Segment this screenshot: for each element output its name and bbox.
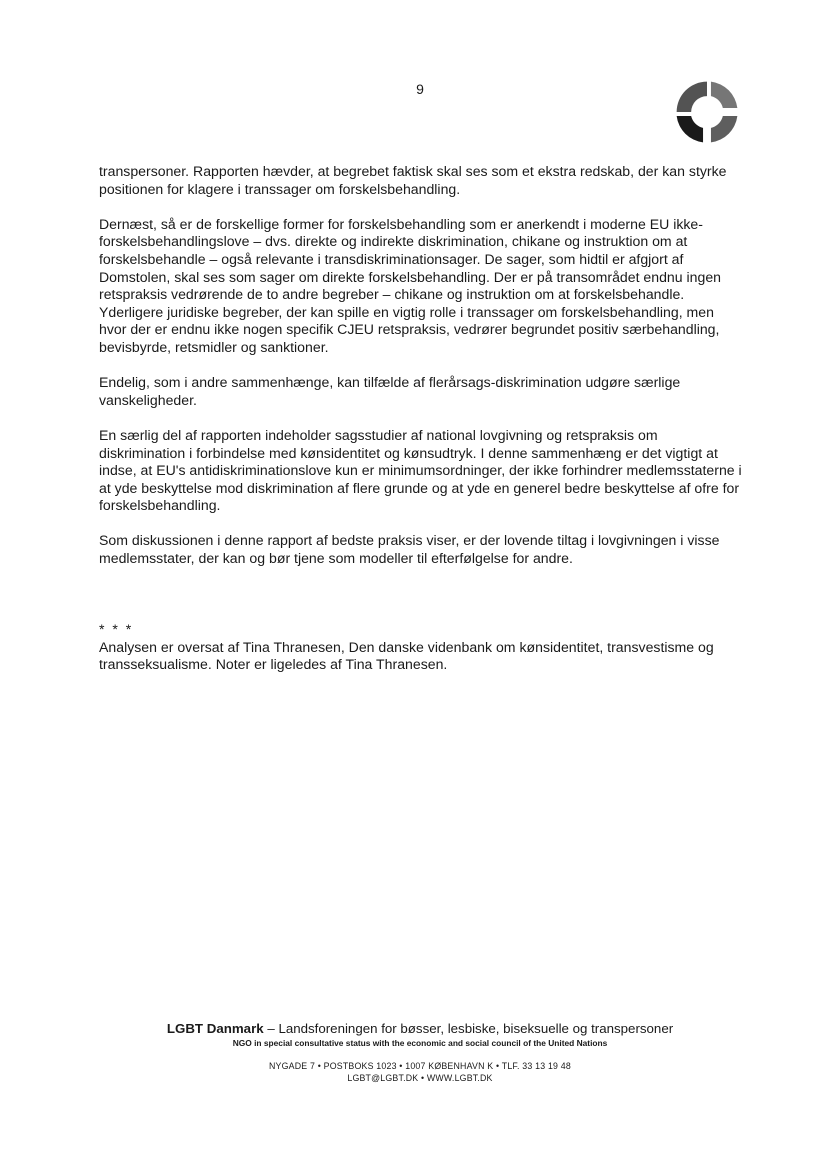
- footer-ngo-status: NGO in special consultative status with the economic and social council of the United Nations: [232, 1038, 608, 1048]
- footer-org-line: [100, 1020, 740, 1037]
- footer-address: NYGADE 7 • POSTBOKS 1023 • 1007 KØBENHAVN K • TLF. 33 13 19 48: [269, 1061, 571, 1071]
- section-gap: [99, 585, 744, 621]
- paragraph: Endelig, som i andre sammenhænge, kan tilfælde af flerårsags-diskrimination udgøre særlige vanskeligheder.: [99, 374, 681, 408]
- paragraph: Som diskussionen i denne rapport af bedste praksis viser, er der lovende tiltag i lovgivningen i visse medlemsstater, der kan og bør tjene som modeller til efterfølgelse for andre.: [99, 532, 720, 567]
- separator-stars: * * *: [99, 621, 134, 638]
- lgbt-ring-logo-icon: [674, 79, 740, 145]
- page-footer: [100, 1020, 740, 1084]
- footer-org-description: – Landsforeningen for bøsser, lesbiske, biseksuelle og transpersoner: [263, 1021, 674, 1036]
- paragraph: En særlig del af rapporten indeholder sagsstudier af national lovgivning og retspraksis om diskrimination i forbindelse med kønsidentitet og kønsudtryk. I denne sammenhæng er det vigtigt at indse, at EU's antidiskriminationslove kun er minimumsordninger, der ikke forhindrer medlemsstaterne i at yde beskyttelse mod diskrimination af flere grunde og at yde en generel bedre beskyttelse af ofre for forskelsbehandling.: [99, 426, 742, 514]
- footer-org-name: LGBT Danmark: [166, 1021, 264, 1036]
- paragraph: transpersoner. Rapporten hævder, at begrebet faktisk skal ses som et ekstra redskab, der kan styrke positionen for klagere i transsager om forskelsbehandling.: [99, 163, 727, 197]
- translator-note: Analysen er oversat af Tina Thranesen, Den danske videnbank om kønsidentitet, transvestisme og transseksualisme. Noter er ligeledes af Tina Thranesen.: [99, 638, 714, 673]
- document-body: [99, 163, 744, 692]
- page-number: 9: [416, 81, 424, 97]
- paragraph: Dernæst, så er de forskellige former for forskelsbehandling som er anerkendt i moderne EU ikke-forskelsbehandlingslove – dvs. direkte og indirekte diskrimination, chikane og instruktion om at forskelsbehandle – også relevante i transdiskriminationsager. De sager, som hidtil er afgjort af Domstolen, skal ses som sager om direkte forskelsbehandling. Der er på transområdet endnu ingen retspraksis vedrørende de to andre begreber – chikane og instruktion om at forskelsbehandle. Yderligere juridiske begreber, der kan spille en vigtig rolle i transsager om forskelsbehandling, men hvor der er endnu ikke nogen specifik CJEU retspraksis, vedrører begrundet positiv særbehandling, bevisbyrde, retsmidler og sanktioner.: [99, 215, 722, 355]
- footer-contact: LGBT@LGBT.DK • WWW.LGBT.DK: [347, 1073, 493, 1083]
